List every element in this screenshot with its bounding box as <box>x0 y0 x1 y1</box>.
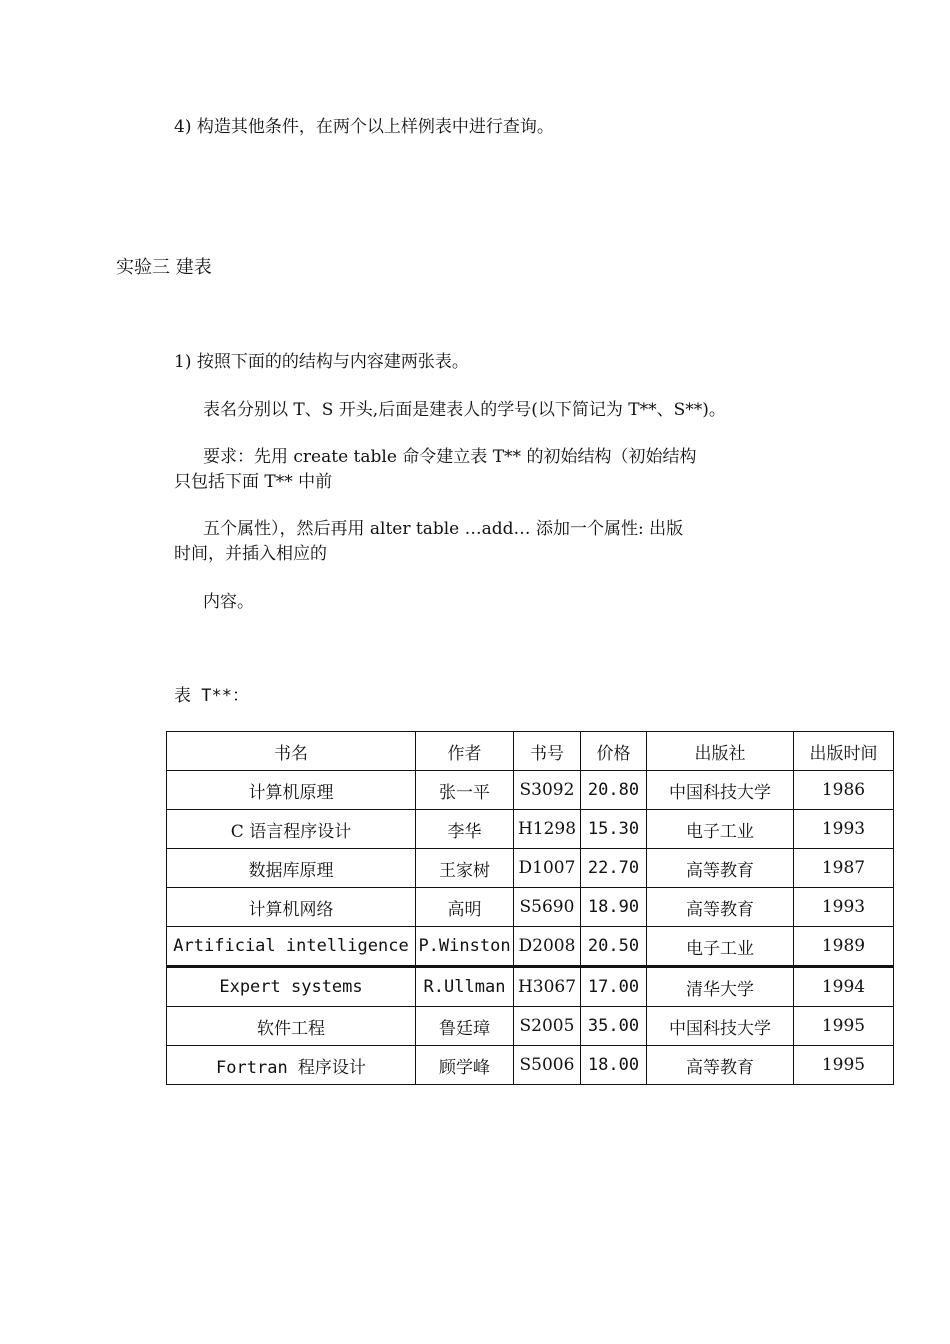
cell-author: P.Winston <box>416 927 514 967</box>
header-author: 作者 <box>416 732 514 771</box>
cell-book-id: D2008 <box>514 927 581 967</box>
table-row <box>167 810 894 849</box>
cell-publish-year: 1987 <box>794 849 894 888</box>
cell-publish-year: 1993 <box>794 810 894 849</box>
cell-publisher: 中国科技大学 <box>647 771 794 810</box>
cell-book-id: H1298 <box>514 810 581 849</box>
table-row <box>167 1046 894 1085</box>
cell-price: 20.50 <box>581 927 647 967</box>
cell-book-id: S5690 <box>514 888 581 927</box>
cell-title: 计算机网络 <box>167 888 416 927</box>
table-row <box>167 927 894 967</box>
cell-author: 李华 <box>416 810 514 849</box>
cell-publish-year: 1995 <box>794 1046 894 1085</box>
table-row <box>167 849 894 888</box>
cell-title: C 语言程序设计 <box>167 810 416 849</box>
requirement-line-4: 时间，并插入相应的 <box>174 544 327 564</box>
cell-author: 鲁廷璋 <box>416 1007 514 1046</box>
cell-publisher: 电子工业 <box>647 927 794 967</box>
cell-publish-year: 1994 <box>794 967 894 1007</box>
requirement-line-1: 要求：先用 create table 命令建立表 T** 的初始结构（初始结构 <box>203 447 697 467</box>
header-book-id: 书号 <box>514 732 581 771</box>
cell-book-id: H3067 <box>514 967 581 1007</box>
cell-price: 18.90 <box>581 888 647 927</box>
cell-publisher: 高等教育 <box>647 888 794 927</box>
table-caption: 表 T**： <box>174 686 249 706</box>
cell-author: 张一平 <box>416 771 514 810</box>
cell-author: R.Ullman <box>416 967 514 1007</box>
requirement-line-2: 只包括下面 T** 中前 <box>174 472 333 492</box>
cell-book-id: S5006 <box>514 1046 581 1085</box>
table-row <box>167 771 894 810</box>
table-header-row <box>167 732 894 771</box>
cell-publisher: 清华大学 <box>647 967 794 1007</box>
cell-publish-year: 1986 <box>794 771 894 810</box>
table-naming-note: 表名分别以 T、S 开头,后面是建表人的学号(以下简记为 T**、S**)。 <box>203 400 726 420</box>
cell-publish-year: 1989 <box>794 927 894 967</box>
books-table <box>166 731 894 1085</box>
cell-author: 高明 <box>416 888 514 927</box>
header-price: 价格 <box>581 732 647 771</box>
cell-title: 计算机原理 <box>167 771 416 810</box>
cell-book-id: S3092 <box>514 771 581 810</box>
cell-publish-year: 1995 <box>794 1007 894 1046</box>
cell-title: 软件工程 <box>167 1007 416 1046</box>
table-row <box>167 1007 894 1046</box>
cell-price: 35.00 <box>581 1007 647 1046</box>
cell-author: 王家树 <box>416 849 514 888</box>
cell-title: 数据库原理 <box>167 849 416 888</box>
cell-price: 17.00 <box>581 967 647 1007</box>
cell-book-id: S2005 <box>514 1007 581 1046</box>
requirement-line-3: 五个属性），然后再用 alter table …add… 添加一个属性: 出版 <box>203 519 684 539</box>
cell-title: Expert systems <box>167 967 416 1007</box>
cell-title: Fortran 程序设计 <box>167 1046 416 1085</box>
cell-book-id: D1007 <box>514 849 581 888</box>
cell-publish-year: 1993 <box>794 888 894 927</box>
cell-title: Artificial intelligence <box>167 927 416 967</box>
header-publisher: 出版社 <box>647 732 794 771</box>
cell-price: 15.30 <box>581 810 647 849</box>
section-heading: 实验三 建表 <box>116 257 212 278</box>
cell-publisher: 电子工业 <box>647 810 794 849</box>
header-publish-year: 出版时间 <box>794 732 894 771</box>
cell-publisher: 高等教育 <box>647 1046 794 1085</box>
cell-publisher: 中国科技大学 <box>647 1007 794 1046</box>
requirement-line-5: 内容。 <box>203 592 254 612</box>
cell-publisher: 高等教育 <box>647 849 794 888</box>
cell-price: 20.80 <box>581 771 647 810</box>
header-title: 书名 <box>167 732 416 771</box>
list-item-4: 4) 构造其他条件，在两个以上样例表中进行查询。 <box>174 117 554 137</box>
list-item-1: 1) 按照下面的的结构与内容建两张表。 <box>174 352 469 372</box>
cell-price: 18.00 <box>581 1046 647 1085</box>
cell-author: 顾学峰 <box>416 1046 514 1085</box>
table-row <box>167 888 894 927</box>
cell-price: 22.70 <box>581 849 647 888</box>
table-row <box>167 967 894 1007</box>
